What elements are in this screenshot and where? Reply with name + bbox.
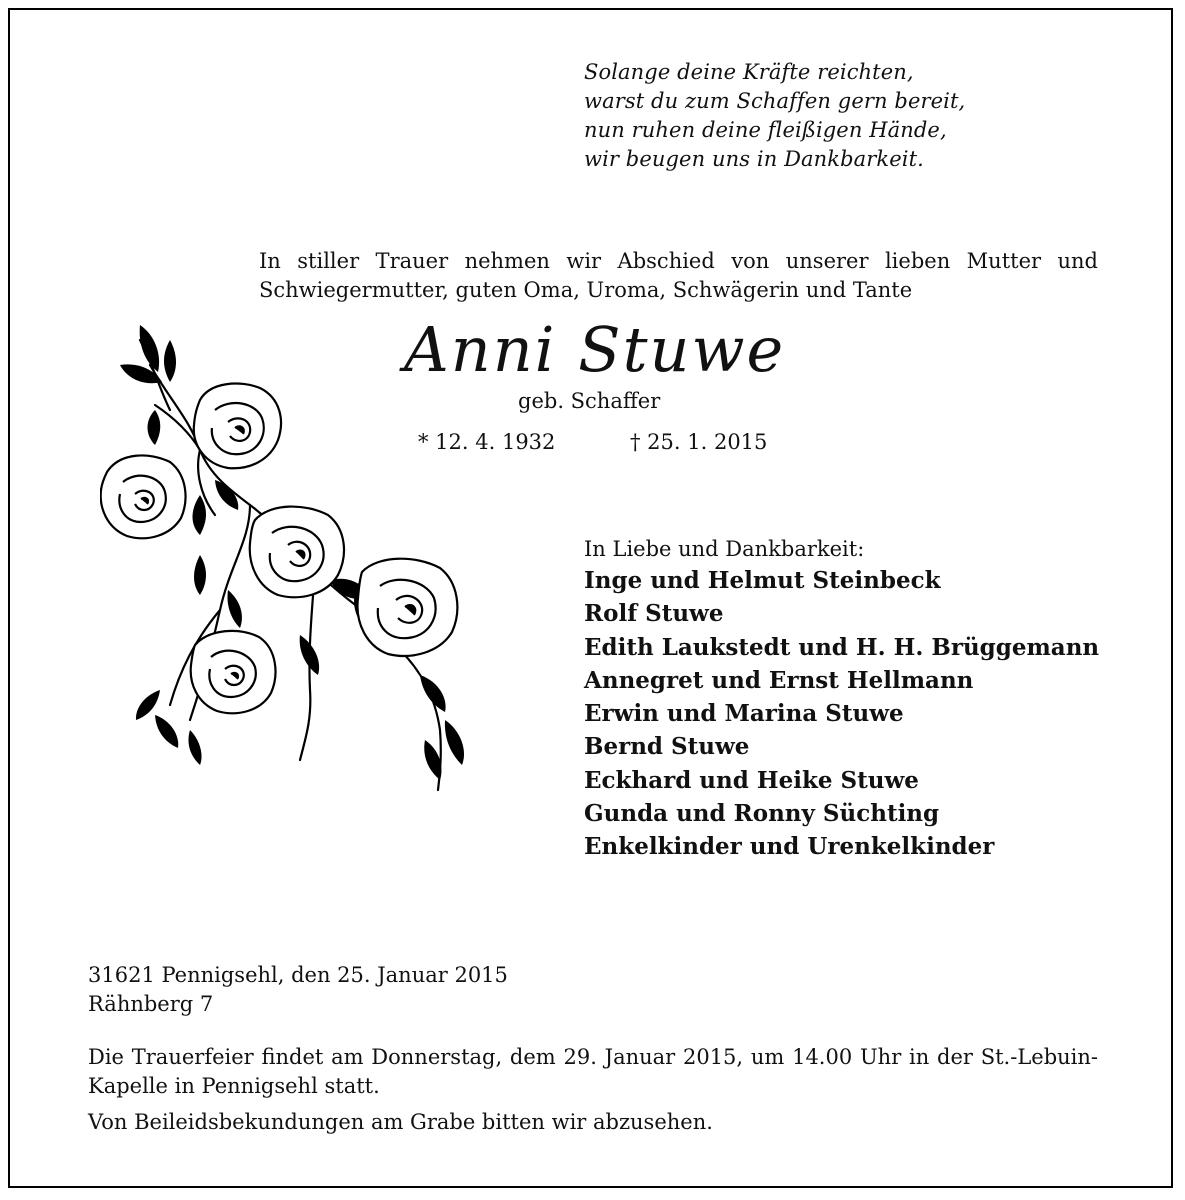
mourner-entry: Inge und Helmut Steinbeck	[584, 567, 941, 594]
place-date: 31621 Pennigsehl, den 25. Januar 2015	[88, 963, 508, 987]
mourner-entry: Enkelkinder und Urenkelkinder	[584, 833, 995, 861]
memorial-poem	[584, 58, 1024, 174]
poem-line: warst du zum Schaffen gern bereit,	[584, 89, 966, 113]
address: Rähnberg 7	[88, 992, 214, 1016]
obituary-notice	[8, 8, 1173, 1188]
death-date: † 25. 1. 2015	[630, 430, 768, 454]
mourners-list	[584, 564, 1144, 864]
deceased-name: Anni Stuwe	[404, 313, 786, 386]
place-and-address	[88, 961, 508, 1019]
birth-name: geb. Schaffer	[518, 389, 661, 413]
mourner-entry: Bernd Stuwe	[584, 733, 750, 761]
mourner-entry: Rolf Stuwe	[584, 600, 724, 628]
mourners-block	[584, 534, 1144, 864]
funeral-service-info: Die Trauerfeier findet am Donnerstag, dem 29. Januar 2015, um 14.00 Uhr in der St.-Lebuin-Kapelle in Pennigsehl statt.	[88, 1045, 1098, 1098]
poem-line: nun ruhen deine fleißigen Hände,	[584, 118, 947, 142]
intro-text: In stiller Trauer nehmen wir Abschied von unserer lieben Mutter und Schwiegermutter, guten Oma, Uroma, Schwägerin und Tante	[259, 249, 1098, 302]
mourner-entry: Annegret und Ernst Hellmann	[584, 666, 974, 694]
rose-branch-illustration	[100, 310, 480, 795]
mourners-heading: In Liebe und Dankbarkeit:	[584, 537, 865, 561]
mourner-entry: Eckhard und Heike Stuwe	[584, 766, 919, 794]
mourner-entry: Edith Laukstedt und H. H. Brüggemann	[584, 633, 1100, 661]
mourner-entry: Erwin und Marina Stuwe	[584, 700, 904, 728]
birth-date: * 12. 4. 1932	[418, 430, 556, 454]
condolence-note: Von Beileidsbekundungen am Grabe bitten wir abzusehen.	[88, 1110, 713, 1134]
mourner-entry: Gunda und Ronny Süchting	[584, 800, 940, 828]
poem-line: wir beugen uns in Dankbarkeit.	[584, 147, 924, 171]
poem-line: Solange deine Kräfte reichten,	[584, 60, 914, 84]
